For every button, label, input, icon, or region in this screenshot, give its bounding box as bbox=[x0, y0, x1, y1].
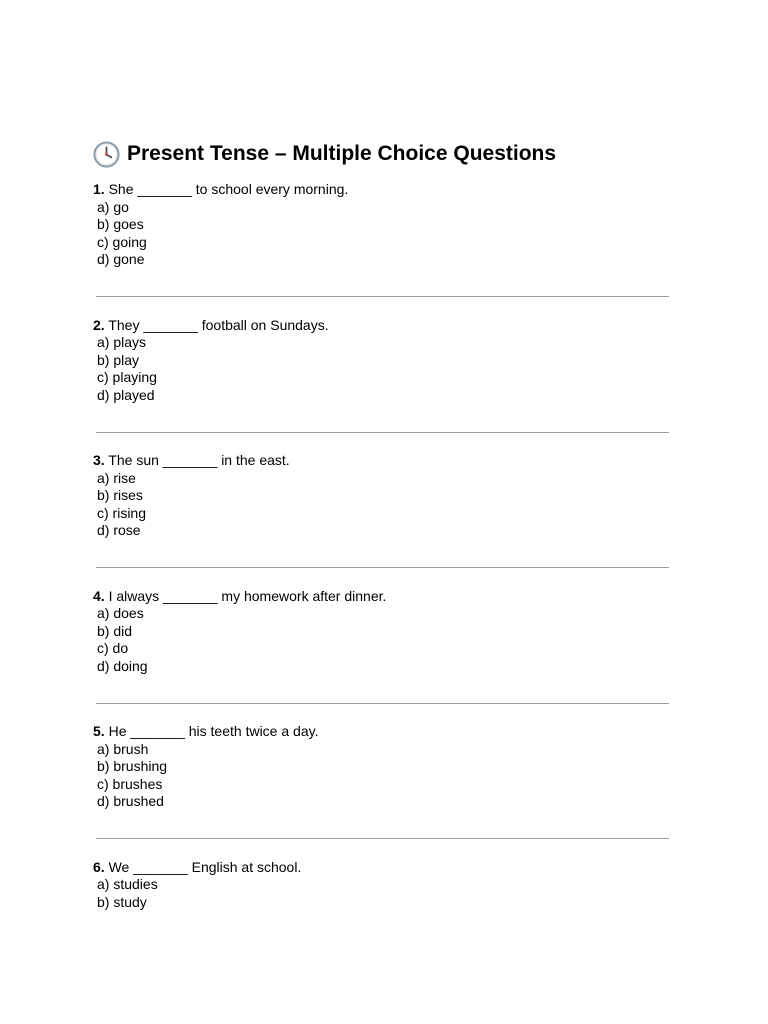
question-number: 4. bbox=[93, 587, 105, 604]
divider bbox=[96, 703, 669, 704]
question-text: He _______ his teeth twice a day. bbox=[108, 723, 319, 739]
answer-option[interactable]: b) play bbox=[97, 351, 140, 368]
divider bbox=[96, 432, 669, 433]
page-title bbox=[93, 139, 556, 169]
question-number: 6. bbox=[93, 858, 105, 875]
answer-option[interactable]: c) brushes bbox=[97, 775, 163, 792]
answer-option[interactable]: b) did bbox=[97, 622, 133, 639]
answer-option[interactable]: d) brushed bbox=[97, 793, 164, 810]
divider bbox=[96, 567, 669, 568]
answer-option[interactable]: d) played bbox=[97, 386, 155, 403]
question-number: 3. bbox=[93, 452, 105, 468]
divider bbox=[96, 296, 669, 297]
question-number: 1. bbox=[93, 181, 105, 197]
question-item bbox=[93, 317, 669, 453]
answer-option[interactable]: a) studies bbox=[97, 876, 158, 893]
answer-option[interactable]: d) doing bbox=[97, 657, 148, 674]
question-list bbox=[93, 181, 669, 994]
question-prompt bbox=[93, 859, 669, 877]
answer-option[interactable]: c) going bbox=[97, 233, 147, 250]
page-title-text: Present Tense – Multiple Choice Questions bbox=[127, 142, 557, 165]
question-prompt bbox=[93, 588, 669, 606]
question-prompt bbox=[93, 181, 669, 199]
question-text: She _______ to school every morning. bbox=[108, 181, 349, 197]
answer-option[interactable]: b) study bbox=[97, 893, 147, 910]
answer-option[interactable]: b) brushing bbox=[97, 758, 168, 775]
question-text: We _______ English at school. bbox=[108, 858, 302, 875]
question-item bbox=[93, 452, 669, 588]
answer-option[interactable]: b) rises bbox=[97, 487, 143, 504]
answer-option[interactable]: c) rising bbox=[97, 504, 147, 521]
answer-option[interactable]: a) rise bbox=[97, 469, 136, 486]
question-prompt bbox=[93, 317, 669, 335]
question-prompt bbox=[93, 452, 669, 470]
question-item bbox=[93, 588, 669, 724]
clock-icon bbox=[93, 141, 120, 168]
answer-option[interactable]: b) goes bbox=[97, 216, 144, 233]
question-text: I always _______ my homework after dinner. bbox=[108, 587, 387, 604]
answer-option[interactable]: d) rose bbox=[97, 522, 141, 539]
question-number: 2. bbox=[93, 316, 105, 333]
answer-option[interactable]: a) does bbox=[97, 605, 144, 622]
question-item bbox=[93, 859, 669, 995]
question-number: 5. bbox=[93, 723, 105, 739]
answer-option[interactable]: a) plays bbox=[97, 334, 147, 351]
question-item bbox=[93, 723, 669, 859]
answer-option[interactable]: a) go bbox=[97, 198, 129, 215]
answer-option[interactable]: c) playing bbox=[97, 369, 157, 386]
question-text: The sun _______ in the east. bbox=[108, 452, 290, 468]
divider bbox=[96, 838, 669, 839]
question-text: They _______ football on Sundays. bbox=[108, 316, 329, 333]
answer-option[interactable]: c) do bbox=[97, 640, 129, 657]
answer-option[interactable]: d) gone bbox=[97, 251, 145, 268]
answer-option[interactable]: a) brush bbox=[97, 740, 149, 757]
question-item bbox=[93, 181, 669, 317]
question-prompt bbox=[93, 723, 669, 741]
